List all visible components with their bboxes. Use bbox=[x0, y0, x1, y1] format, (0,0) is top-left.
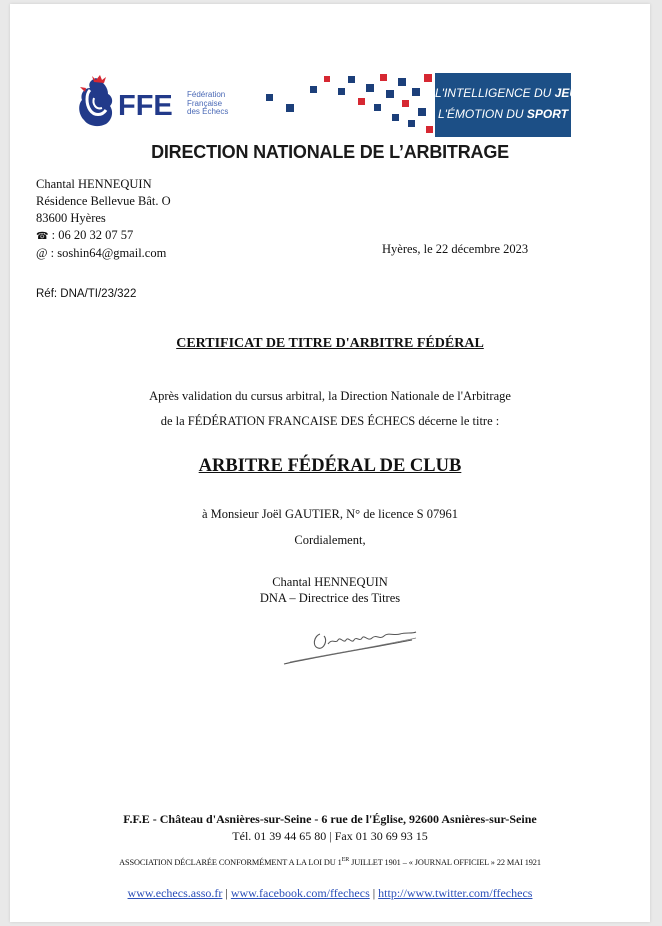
website-link[interactable]: www.echecs.asso.fr bbox=[127, 886, 223, 900]
footer-links bbox=[10, 886, 650, 901]
footer-address: F.F.E - Château d'Asnières-sur-Seine - 6 rue de l'Église, 92600 Asnières-sur-Seine bbox=[123, 812, 537, 826]
rooster-icon bbox=[74, 74, 118, 132]
footer-legal bbox=[10, 857, 650, 867]
sender-address bbox=[36, 176, 171, 262]
legal-superscript: ER bbox=[341, 857, 350, 863]
at-icon: @ bbox=[36, 246, 48, 260]
slogan-line-1 bbox=[435, 86, 578, 100]
sender-email: : soshin64@gmail.com bbox=[50, 246, 167, 260]
certificate-title: CERTIFICAT DE TITRE D'ARBITRE FÉDÉRAL bbox=[176, 336, 484, 351]
facebook-link[interactable]: www.facebook.com/ffechecs bbox=[230, 886, 370, 900]
legal-text: JUILLET 1901 – « JOURNAL OFFICIEL » 22 MAI 1921 bbox=[349, 857, 541, 867]
slogan-line-2 bbox=[435, 107, 571, 121]
pixel-squares-decoration bbox=[262, 70, 437, 140]
certificate-text-line-1: Après validation du cursus arbitral, la Direction Nationale de l'Arbitrage bbox=[149, 389, 511, 403]
slogan-bold-text: JEU bbox=[554, 86, 578, 100]
page-title: DIRECTION NATIONALE DE L’ARBITRAGE bbox=[151, 142, 509, 162]
signatory-role: DNA – Directrice des Titres bbox=[259, 591, 401, 605]
legal-text: ASSOCIATION DÉCLARÉE CONFORMÉMENT A LA LOI DU 1 bbox=[119, 857, 342, 867]
reference-number: Réf: DNA/TI/23/322 bbox=[36, 288, 137, 300]
footer-contact: Tél. 01 39 44 65 80 | Fax 01 30 69 93 15 bbox=[232, 829, 428, 843]
handwritten-signature bbox=[280, 622, 420, 668]
closing-line: Cordialement, bbox=[294, 533, 366, 547]
link-separator: | bbox=[369, 886, 379, 900]
awarded-title: ARBITRE FÉDÉRAL DE CLUB bbox=[198, 456, 462, 476]
logo-subtitle-line: Française bbox=[187, 98, 223, 108]
sender-address-line: Résidence Bellevue Bât. O bbox=[36, 194, 171, 208]
document-page bbox=[10, 4, 650, 922]
sender-phone-row bbox=[36, 227, 171, 245]
link-separator: | bbox=[222, 886, 231, 900]
certificate-text-line-2: de la FÉDÉRATION FRANCAISE DES ÉCHECS décerne le titre : bbox=[160, 414, 500, 428]
sender-email-row bbox=[36, 245, 171, 262]
sender-phone: : 06 20 32 07 57 bbox=[51, 228, 134, 242]
ffe-logo bbox=[74, 74, 249, 132]
logo-subtitle bbox=[187, 91, 228, 117]
sender-name: Chantal HENNEQUIN bbox=[36, 177, 152, 191]
recipient-line: à Monsieur Joël GAUTIER, N° de licence S 07961 bbox=[202, 507, 458, 521]
slogan-banner bbox=[435, 73, 578, 137]
twitter-link[interactable]: http://www.twitter.com/ffechecs bbox=[378, 886, 533, 900]
letter-date: Hyères, le 22 décembre 2023 bbox=[382, 242, 529, 256]
logo-text: FFE bbox=[118, 90, 173, 122]
slogan-text: L'ÉMOTION DU bbox=[437, 107, 527, 121]
logo-subtitle-line: des Échecs bbox=[187, 107, 229, 116]
phone-icon: ☎ bbox=[36, 231, 49, 242]
signatory-name: Chantal HENNEQUIN bbox=[272, 575, 388, 589]
logo-subtitle-line: Fédération bbox=[187, 90, 226, 99]
sender-city: 83600 Hyères bbox=[36, 211, 106, 225]
slogan-bold-text: SPORT bbox=[526, 107, 569, 121]
slogan-text: L'INTELLIGENCE DU bbox=[435, 86, 555, 100]
